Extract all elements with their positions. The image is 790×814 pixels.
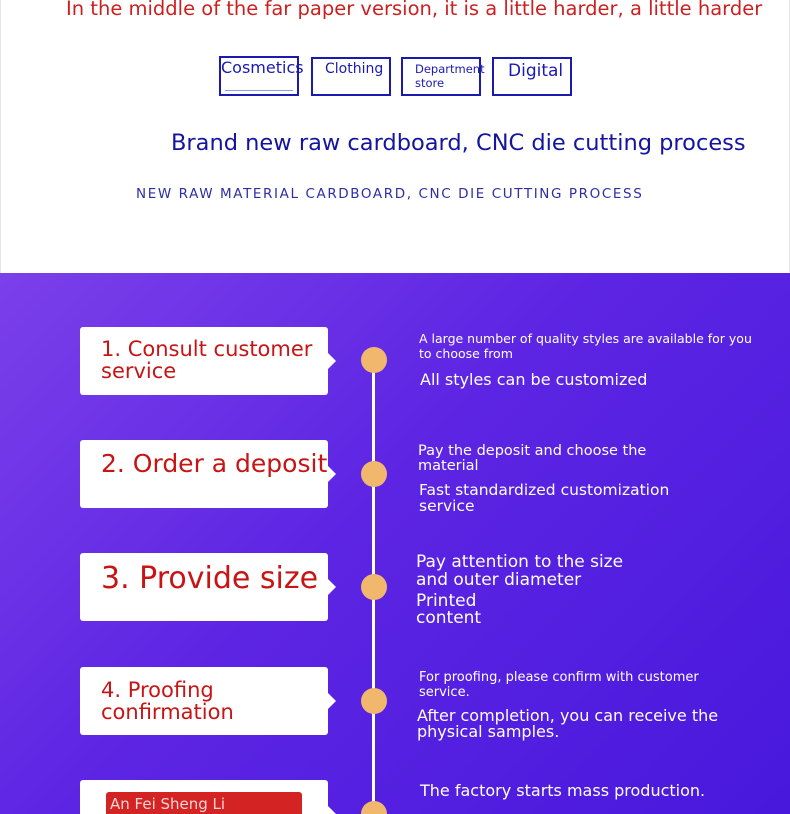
subtitle-english: NEW RAW MATERIAL CARDBOARD, CNC DIE CUTTING PROCESS	[136, 186, 644, 202]
step-3-desc-small: Pay attention to the size and outer diameter	[416, 552, 624, 590]
tag-department-store[interactable]	[401, 57, 485, 96]
step-label: 3. Provide size	[101, 561, 319, 596]
arrow-pointer	[328, 353, 336, 369]
step-4-desc-large: After completion, you can receive the physical samples.	[417, 706, 719, 741]
timeline-dot	[361, 801, 387, 814]
timeline-dot	[361, 347, 387, 373]
arrow-pointer	[328, 693, 336, 709]
tag-label: Cosmetics	[221, 58, 304, 77]
tag-clothing[interactable]	[311, 57, 391, 96]
step-label: 1. Consult customer service	[101, 337, 313, 383]
tag-digital[interactable]	[492, 57, 572, 96]
stamp-text: An Fei Sheng Li	[110, 795, 226, 813]
headline: In the middle of the far paper version, it is a little harder, a little harder	[66, 0, 763, 20]
step-3-desc-large: Printed content	[416, 591, 482, 628]
step-4-desc-small: For proofing, please confirm with customer service.	[419, 670, 699, 700]
step-1-box	[80, 327, 328, 395]
arrow-pointer	[328, 466, 336, 482]
stamp-image	[106, 792, 302, 814]
step-label: 2. Order a deposit	[101, 449, 328, 478]
arrow-pointer	[328, 806, 336, 814]
tag-label: Department store	[415, 62, 485, 90]
step-2-box	[80, 440, 328, 508]
process-section	[0, 273, 790, 814]
arrow-pointer	[328, 579, 336, 595]
step-5-desc-small: The factory starts mass production.	[420, 781, 706, 800]
tag-label: Digital	[508, 61, 564, 81]
step-2-desc-small: Pay the deposit and choose the material	[418, 443, 647, 474]
step-1-desc-large: All styles can be customized	[420, 370, 648, 389]
underline-decoration	[225, 90, 293, 91]
timeline-dot	[361, 574, 387, 600]
tag-cosmetics[interactable]	[219, 56, 304, 96]
step-4-box	[80, 667, 328, 735]
step-3-box	[80, 553, 328, 621]
tag-label: Clothing	[325, 61, 384, 77]
header-section	[0, 0, 790, 273]
timeline-dot	[361, 461, 387, 487]
step-1-desc-small: A large number of quality styles are available for you to choose from	[419, 331, 752, 361]
step-2-desc-large: Fast standardized customization service	[419, 481, 670, 515]
timeline-dot	[361, 688, 387, 714]
step-5-box	[80, 780, 328, 814]
subtitle: Brand new raw cardboard, CNC die cutting process	[171, 130, 746, 156]
step-label: 4. Proofing confirmation	[101, 678, 234, 724]
